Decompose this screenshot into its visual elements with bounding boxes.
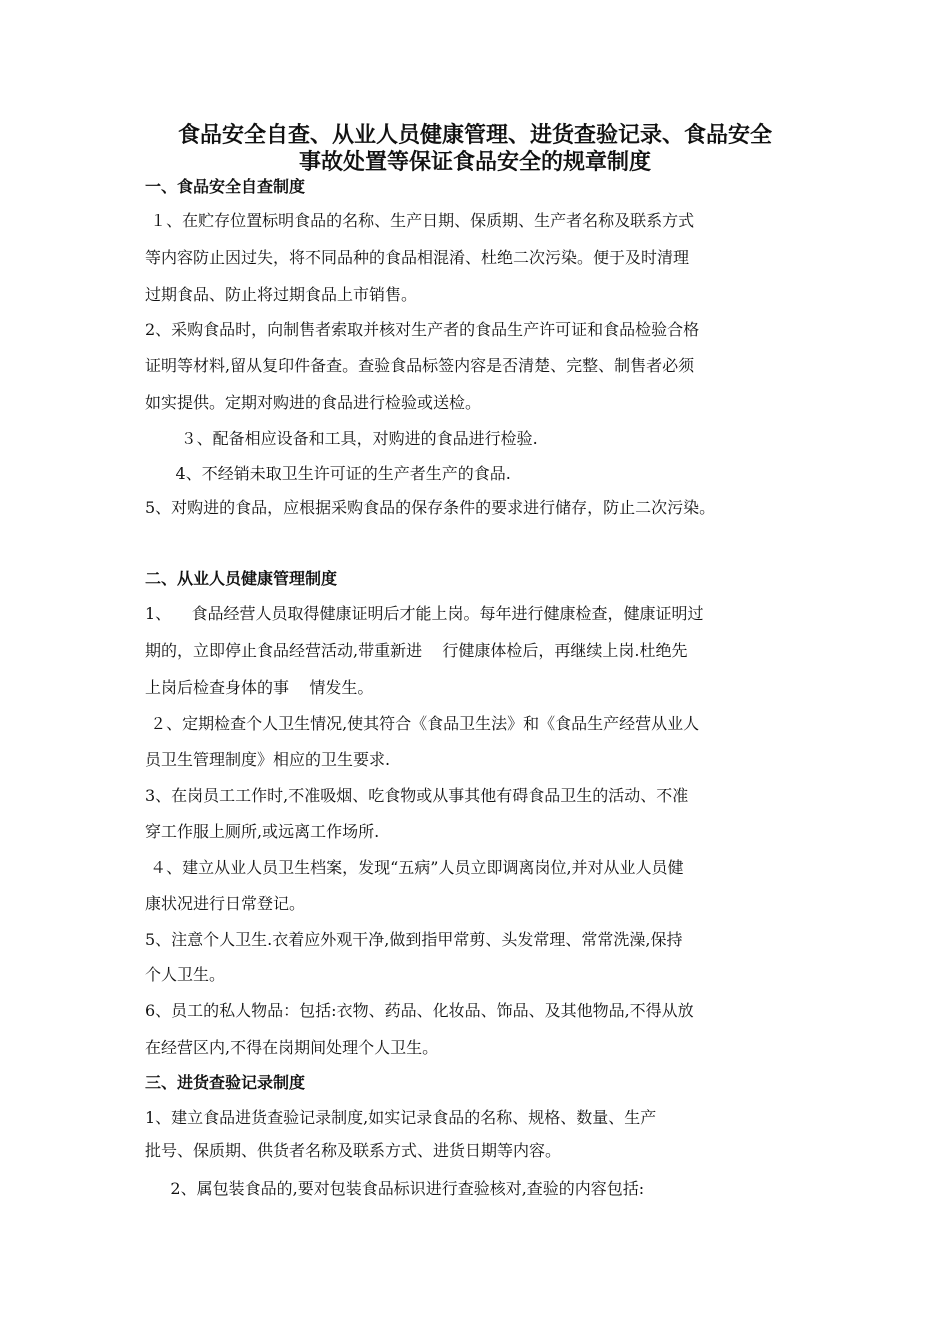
paragraph-line: 过期食品、防止将过期食品上市销售。 (145, 285, 418, 304)
section-3-heading: 三、进货查验记录制度 (145, 1073, 306, 1092)
paragraph-line: 期的，立即停止食品经营活动,带重新进 行健康体检后，再继续上岗.杜绝先 (145, 641, 688, 660)
document-title-line-1: 食品安全自查、从业人员健康管理、进货查验记录、食品安全 (177, 123, 772, 148)
paragraph-line: 3、在岗员工工作时,不准吸烟、吃食物或从事其他有碍食品卫生的活动、不准 (145, 786, 689, 805)
paragraph-line: 等内容防止因过失，将不同品种的食品相混淆、杜绝二次污染。便于及时清理 (145, 248, 690, 267)
paragraph-line: 批号、保质期、供货者名称及联系方式、进货日期等内容。 (145, 1141, 562, 1160)
paragraph-line: ３、配备相应设备和工具，对购进的食品进行检验. (145, 429, 538, 448)
paragraph-line: 如实提供。定期对购进的食品进行检验或送检。 (145, 393, 482, 412)
paragraph-line: 穿工作服上厕所,或远离工作场所. (145, 822, 380, 841)
paragraph-line: 1、 食品经营人员取得健康证明后才能上岗。每年进行健康检查，健康证明过 (145, 604, 704, 623)
section-2-heading: 二、从业人员健康管理制度 (145, 569, 338, 588)
paragraph-line: １、在贮存位置标明食品的名称、生产日期、保质期、生产者名称及联系方式 (145, 211, 695, 230)
paragraph-line: 证明等材料,留从复印件备查。查验食品标签内容是否清楚、完整、制售者必须 (145, 356, 695, 375)
paragraph-line: 5、注意个人卫生.衣着应外观干净,做到指甲常剪、头发常理、常常洗澡,保持 (145, 930, 683, 949)
paragraph-line: 康状况进行日常登记。 (145, 894, 306, 913)
paragraph-line: 1、建立食品进货查验记录制度,如实记录食品的名称、规格、数量、生产 (145, 1108, 657, 1127)
paragraph-line: 6、员工的私人物品：包括:衣物、药品、化妆品、饰品、及其他物品,不得从放 (145, 1001, 694, 1020)
paragraph-line: ２、定期检查个人卫生情况,使其符合《食品卫生法》和《食品生产经营从业人 (145, 714, 700, 733)
paragraph-line: 5、对购进的食品，应根据采购食品的保存条件的要求进行储存，防止二次污染。 (145, 498, 716, 517)
paragraph-line: 在经营区内,不得在岗期间处理个人卫生。 (145, 1038, 439, 1057)
paragraph-line: 个人卫生。 (145, 965, 226, 984)
paragraph-line: 4、不经销未取卫生许可证的生产者生产的食品. (145, 464, 511, 483)
paragraph-line: 2、属包装食品的,要对包装食品标识进行查验核对,查验的内容包括: (145, 1179, 645, 1198)
document-title-line-2: 事故处置等保证食品安全的规章制度 (298, 150, 651, 175)
paragraph-line: 2、采购食品时，向制售者索取并核对生产者的食品生产许可证和食品检验合格 (145, 320, 700, 339)
paragraph-line: ４、建立从业人员卫生档案，发现“五病”人员立即调离岗位,并对从业人员健 (145, 858, 684, 877)
section-1-heading: 一、食品安全自查制度 (145, 177, 306, 196)
paragraph-line: 员卫生管理制度》相应的卫生要求. (145, 750, 391, 769)
paragraph-line: 上岗后检查身体的事 情发生。 (145, 678, 374, 697)
